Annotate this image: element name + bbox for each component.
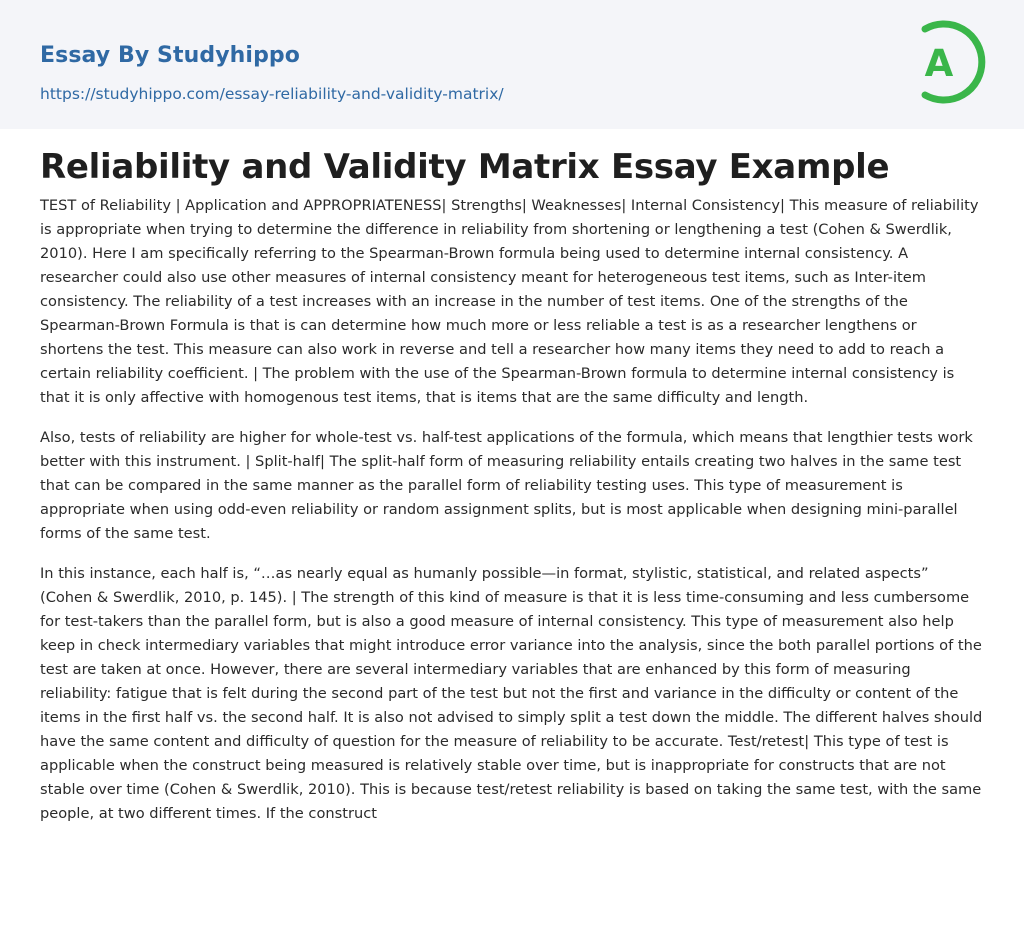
- studyhippo-logo-icon[interactable]: [912, 19, 988, 105]
- page-url-link[interactable]: https://studyhippo.com/essay-reliability-and-validity-matrix/: [40, 85, 504, 103]
- paragraph-2: Also, tests of reliability are higher for whole-test vs. half-test applications of the formula, which means that lengthier tests work better with this instrument. | Split-half| The split-half form of measuring reliability entails creating two halves in the same test that can be compared in the same manner as the parallel form of reliability testing uses. This type of measurement is appropriate when using odd-even reliability or random assignment splits, but is most applicable when designing mini-parallel forms of the same test.: [40, 429, 973, 542]
- logo-letter: A: [924, 42, 954, 85]
- page-title: Reliability and Validity Matrix Essay Example: [40, 147, 890, 187]
- paragraph-3: In this instance, each half is, “…as nearly equal as humanly possible—in format, stylistic, statistical, and related aspects” (Cohen & Swerdlik, 2010, p. 145). | The strength of this kind of measure is that it is less time-consuming and less cumbersome for test-takers than the parallel form, but is also a good measure of internal consistency. This type of measurement also help keep in check intermediary variables that might introduce error variance into the analysis, since the both parallel portions of the test are taken at once. However, there are several intermediary variables that are enhanced by this form of measuring reliability: fatigue that is felt during the second part of the test but not the first and variance in the difficulty or content of the items in the first half vs. the second half. It is also not advised to simply split a test down the middle. The different halves should have the same content and difficulty of question for the measure of reliability to be accurate. Test/retest| This type of test is applicable when the construct being measured is relatively stable over time, but is inappropriate for constructs that are not stable over time (Cohen & Swerdlik, 2010). This is because test/retest reliability is based on taking the same test, with the same people, at two different times. If the construct: [40, 565, 983, 822]
- article-body: [40, 194, 984, 842]
- site-header: [0, 0, 1024, 129]
- brand-title[interactable]: Essay By Studyhippo: [40, 43, 300, 68]
- paragraph-1: TEST of Reliability | Application and APPROPRIATENESS| Strengths| Weaknesses| Internal Consistency| This measure of reliability is appropriate when trying to determine the difference in reliability from shortening or lengthening a test (Cohen & Swerdlik, 2010). Here I am specifically referring to the Spearman-Brown formula being used to determine internal consistency. A researcher could also use other measures of internal consistency meant for heterogeneous test items, such as Inter-item consistency. The reliability of a test increases with an increase in the number of test items. One of the strengths of the Spearman-Brown Formula is that is can determine how much more or less reliable a test is as a researcher lengthens or shortens the test. This measure can also work in reverse and tell a researcher how many items they need to add to reach a certain reliability coefficient. | The problem with the use of the Spearman-Brown formula to determine internal consistency is that it is only affective with homogenous test items, that is items that are the same difficulty and length.: [40, 197, 979, 406]
